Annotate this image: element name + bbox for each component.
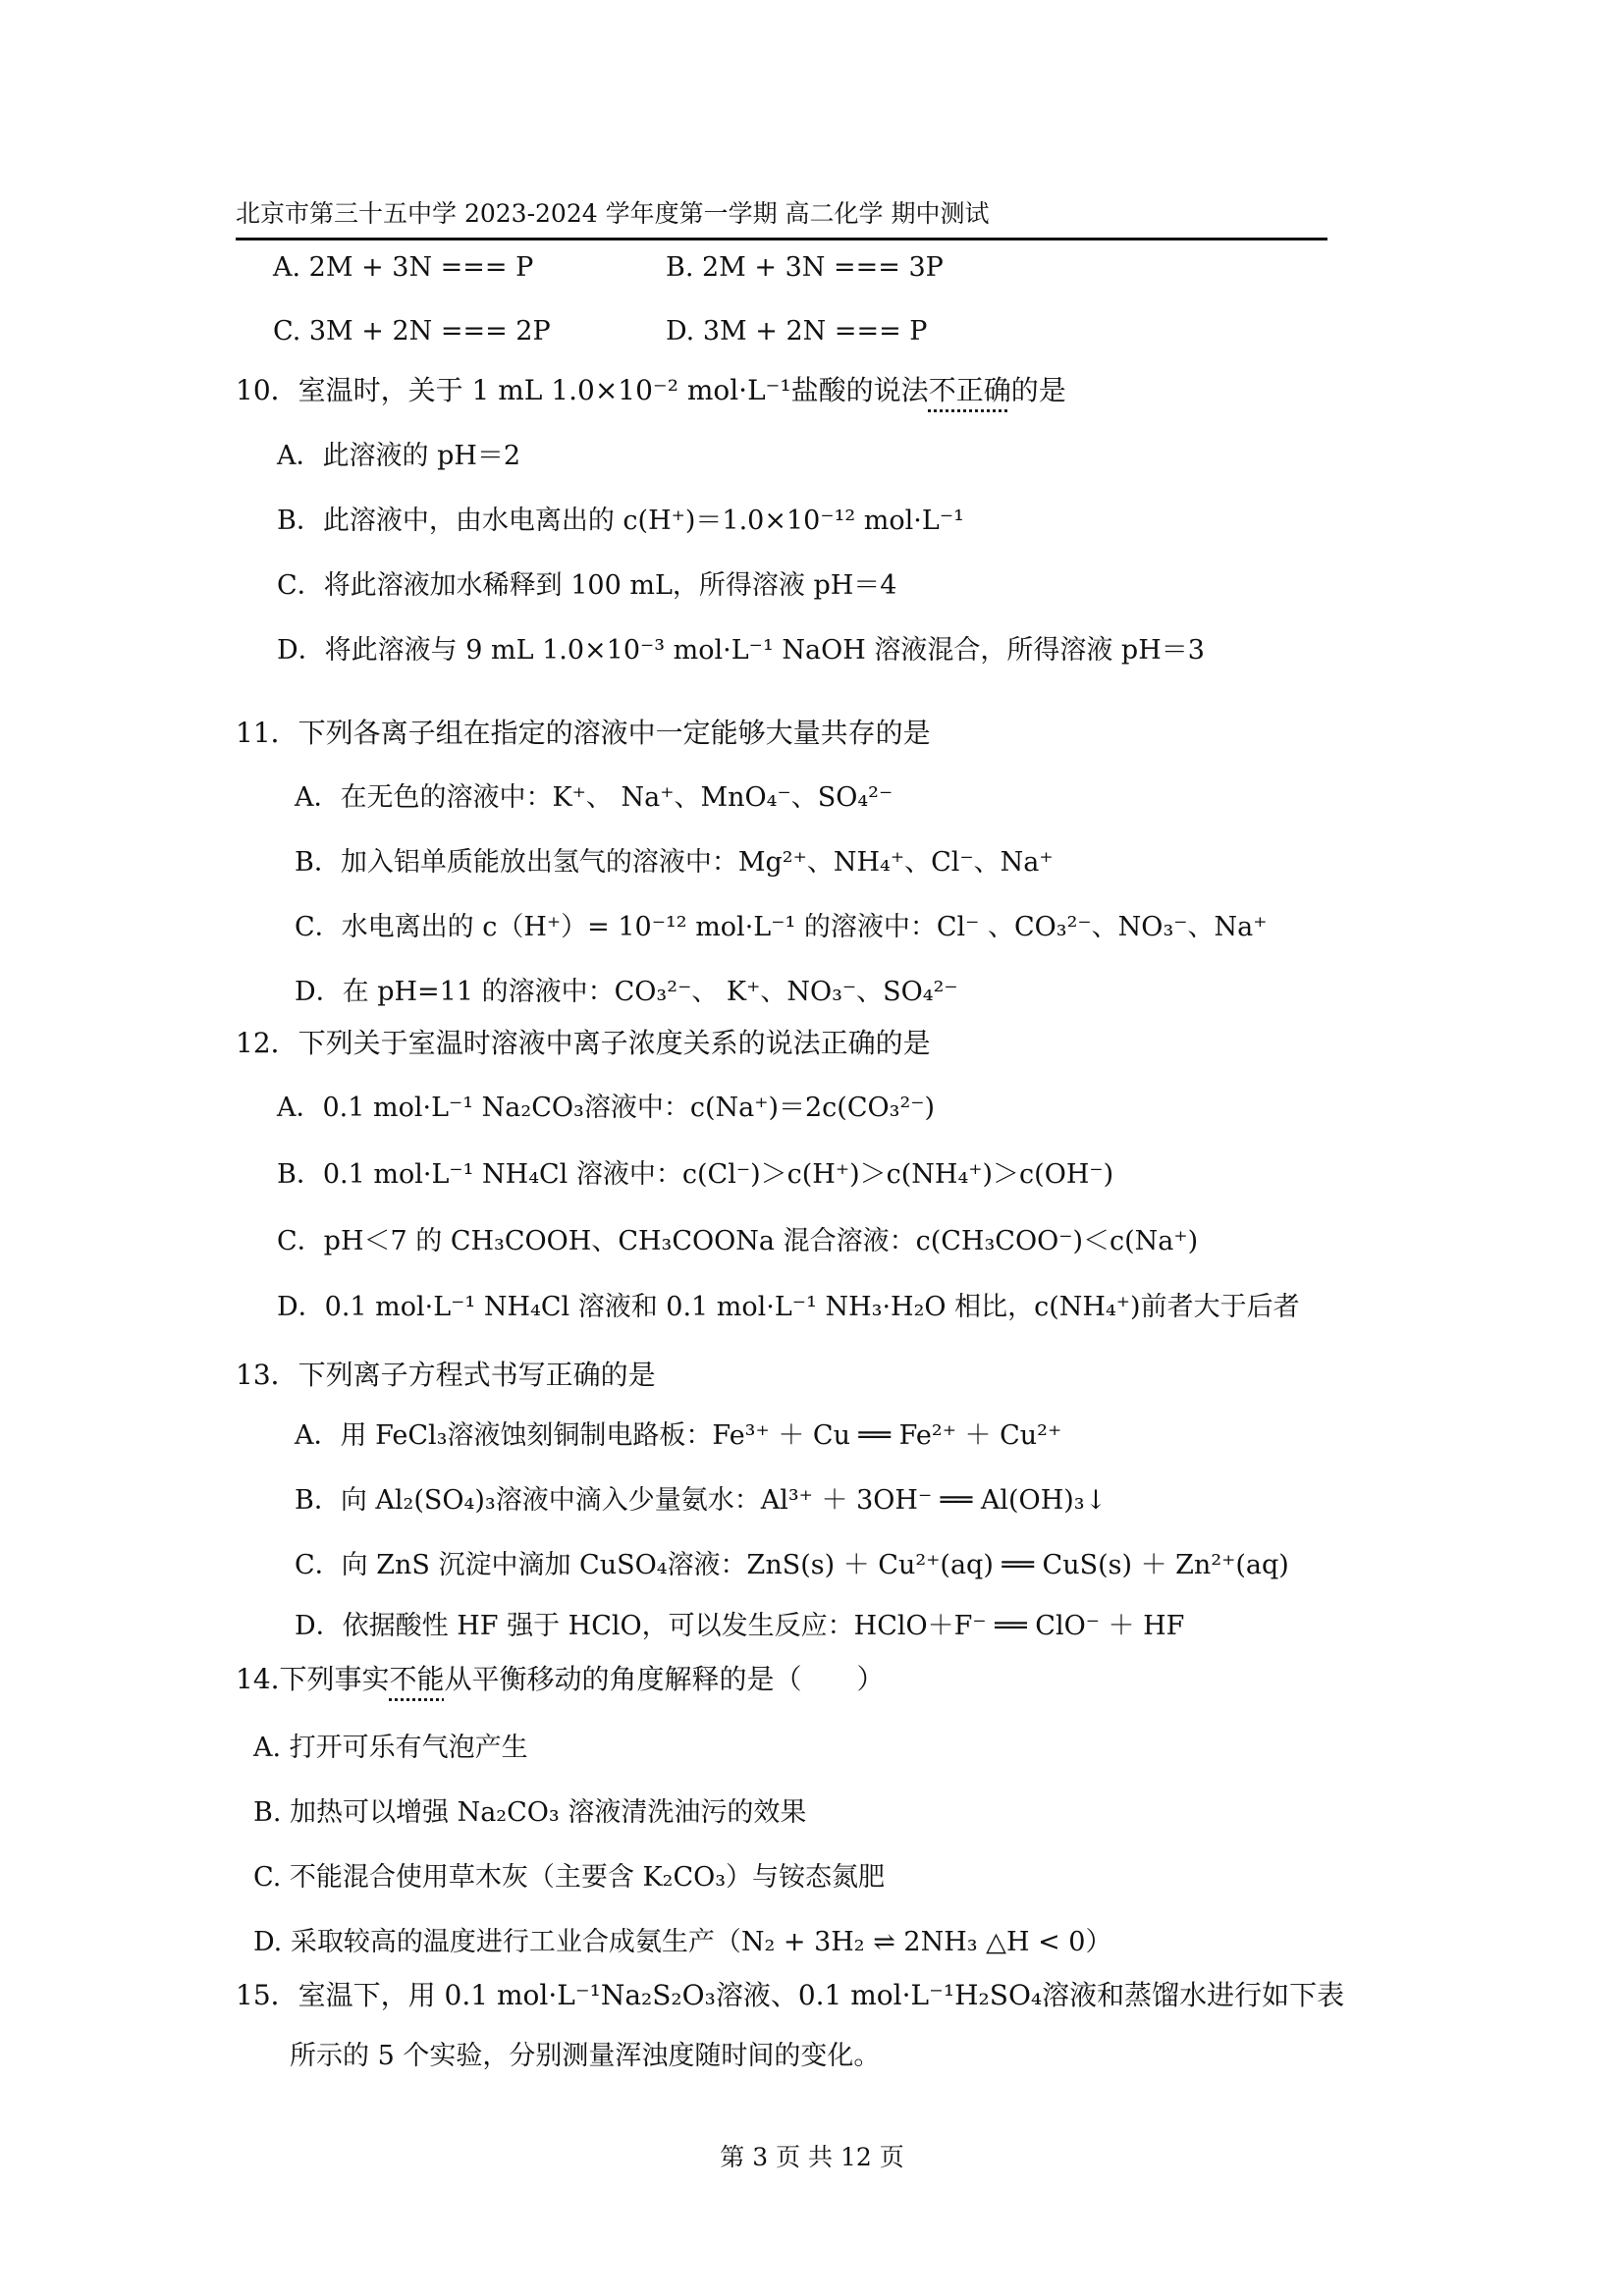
q13-option-d: D．依据酸性 HF 强于 HClO，可以发生反应：HClO＋F⁻ ══ ClO⁻ ＋ HF: [295, 1611, 1185, 1641]
q13-stem: 13．下列离子方程式书写正确的是: [236, 1359, 656, 1391]
q11-stem: 11．下列各离子组在指定的溶液中一定能够大量共存的是: [236, 717, 931, 749]
q14-option-d: D. 采取较高的温度进行工业合成氨生产（N₂ + 3H₂ ⇌ 2NH₃ △H < 0）: [253, 1927, 1112, 1957]
q10-option-b: B．此溶液中，由水电离出的 c(H⁺)＝1.0×10⁻¹² mol·L⁻¹: [277, 506, 964, 536]
q10-option-d: D．将此溶液与 9 mL 1.0×10⁻³ mol·L⁻¹ NaOH 溶液混合，所得溶液 pH＝3: [277, 635, 1205, 666]
q9-option-d: D. 3M + 2N === P: [666, 316, 928, 347]
page-header: 北京市第三十五中学 2023-2024 学年度第一学期 高二化学 期中测试: [236, 194, 1327, 240]
q10-option-a: A．此溶液的 pH＝2: [277, 441, 521, 471]
q12-option-c: C．pH＜7 的 CH₃COOH、CH₃COONa 混合溶液：c(CH₃COO⁻)＜c(Na⁺): [277, 1226, 1199, 1256]
q14-option-b: B. 加热可以增强 Na₂CO₃ 溶液清洗油污的效果: [253, 1797, 807, 1828]
q10-stem-pre: 10．室温时，关于 1 mL 1.0×10⁻² mol·L⁻¹盐酸的说法: [236, 374, 929, 406]
q14-stem-post: 从平衡移动的角度解释的是（ ）: [444, 1663, 885, 1695]
q13-option-a: A．用 FeCl₃溶液蚀刻铜制电路板：Fe³⁺ ＋ Cu ══ Fe²⁺ ＋ Cu²⁺: [295, 1420, 1062, 1451]
q11-option-d: D．在 pH=11 的溶液中：CO₃²⁻、 K⁺、NO₃⁻、SO₄²⁻: [295, 977, 958, 1007]
q12-stem: 12．下列关于室温时溶液中离子浓度关系的说法正确的是: [236, 1027, 931, 1059]
q10-stem-post: 的是: [1010, 374, 1066, 406]
q15-stem-line1: 15．室温下，用 0.1 mol·L⁻¹Na₂S₂O₃溶液、0.1 mol·L⁻¹H₂SO₄溶液和蒸馏水进行如下表: [236, 1979, 1345, 2011]
page-footer: 第 3 页 共 12 页: [720, 2143, 904, 2171]
q11-option-b: B．加入铝单质能放出氢气的溶液中：Mg²⁺、NH₄⁺、Cl⁻、Na⁺: [295, 847, 1054, 878]
q9-option-c: C. 3M + 2N === 2P: [273, 316, 551, 347]
q9-option-b: B. 2M + 3N === 3P: [666, 252, 944, 283]
q10-stem-emphasis: 不正确: [928, 374, 1011, 406]
q12-option-d: D．0.1 mol·L⁻¹ NH₄Cl 溶液和 0.1 mol·L⁻¹ NH₃·H₂O 相比，c(NH₄⁺)前者大于后者: [277, 1292, 1300, 1322]
q10-option-c: C．将此溶液加水稀释到 100 mL，所得溶液 pH＝4: [277, 570, 897, 601]
q12-option-a: A．0.1 mol·L⁻¹ Na₂CO₃溶液中：c(Na⁺)＝2c(CO₃²⁻): [277, 1093, 936, 1123]
q13-option-b: B．向 Al₂(SO₄)₃溶液中滴入少量氨水：Al³⁺ ＋ 3OH⁻ ══ Al(OH)₃↓: [295, 1485, 1108, 1516]
q14-option-a: A. 打开可乐有气泡产生: [253, 1733, 528, 1763]
q14-stem: [236, 1663, 885, 1696]
q15-stem-line2: 所示的 5 个实验，分别测量浑浊度随时间的变化。: [290, 2041, 881, 2071]
q11-option-c: C．水电离出的 c（H⁺）= 10⁻¹² mol·L⁻¹ 的溶液中：Cl⁻ 、CO₃²⁻、NO₃⁻、Na⁺: [295, 912, 1268, 942]
q9-option-a: A. 2M + 3N === P: [273, 252, 534, 283]
q14-option-c: C. 不能混合使用草木灰（主要含 K₂CO₃）与铵态氮肥: [253, 1862, 886, 1893]
q11-option-a: A．在无色的溶液中：K⁺、 Na⁺、MnO₄⁻、SO₄²⁻: [295, 782, 893, 813]
q13-option-c: C．向 ZnS 沉淀中滴加 CuSO₄溶液：ZnS(s) ＋ Cu²⁺(aq) ══ CuS(s) ＋ Zn²⁺(aq): [295, 1550, 1289, 1580]
q12-option-b: B．0.1 mol·L⁻¹ NH₄Cl 溶液中：c(Cl⁻)＞c(H⁺)＞c(NH₄⁺)＞c(OH⁻): [277, 1159, 1114, 1190]
q10-stem: [236, 374, 1066, 407]
q14-stem-pre: 14.下列事实: [236, 1663, 390, 1695]
q14-stem-emphasis: 不能: [389, 1663, 445, 1695]
